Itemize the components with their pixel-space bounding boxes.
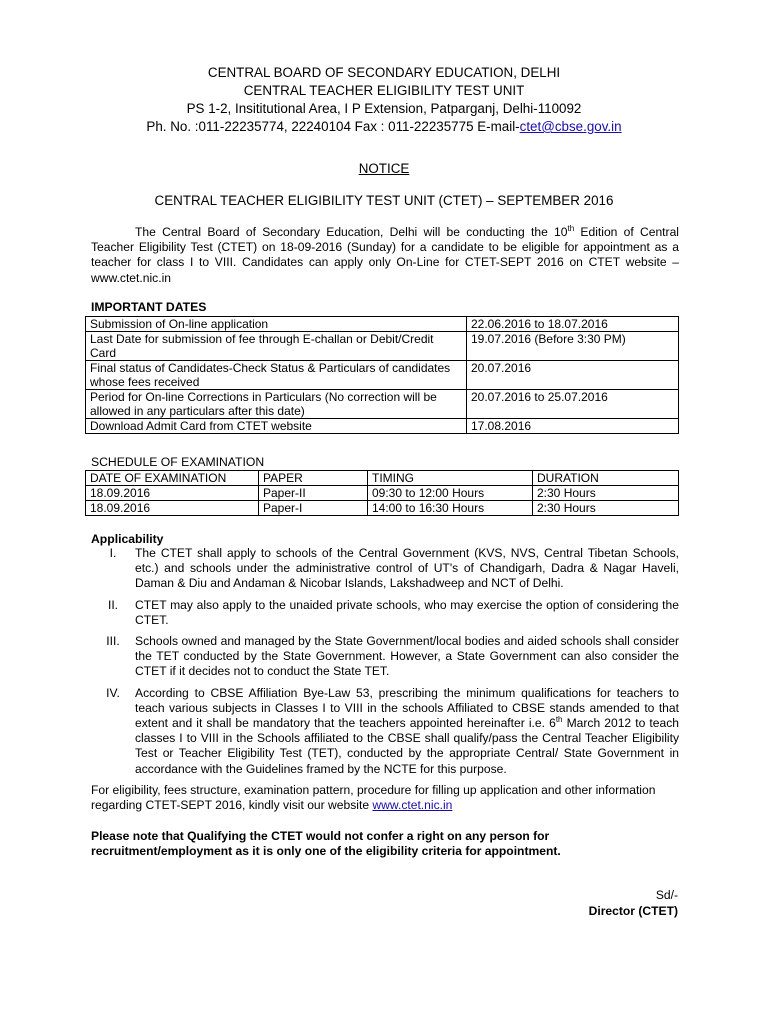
date-cell: 20.07.2016 to 25.07.2016	[467, 390, 679, 419]
item-superscript: th	[555, 715, 563, 725]
contact-numbers: Ph. No. :011-22235774, 22240104 Fax : 011-22235775 E-mail-	[146, 119, 520, 134]
date-cell: 20.07.2016	[467, 361, 679, 390]
item-number: I.	[109, 546, 117, 560]
table-cell: Paper-II	[259, 486, 368, 501]
table-cell: 2:30 Hours	[533, 501, 679, 516]
applicability-list	[91, 546, 679, 783]
item-text: The CTET shall apply to schools of the Central Government (KVS, NVS, Central Tibetan Schools, etc.) and schools under the administrative control of UT's of Chandigarh, Dadra & Nagar Haveli, Daman & Diu and Andaman & Nicobar Islands, Lakshadweep and NCT of Delhi.	[135, 546, 679, 591]
header-cell: TIMING	[368, 471, 533, 486]
item-number: II.	[107, 597, 119, 612]
date-cell: 22.06.2016 to 18.07.2016	[467, 317, 679, 332]
unit-name: CENTRAL TEACHER ELIGIBILITY TEST UNIT	[243, 83, 525, 98]
header-cell: DATE OF EXAMINATION	[86, 471, 259, 486]
website-link[interactable]: www.ctet.nic.in	[372, 798, 453, 813]
header-cell: DURATION	[533, 471, 679, 486]
list-item	[91, 546, 679, 592]
eligibility-paragraph	[91, 783, 679, 813]
signatory-designation: Director (CTET)	[588, 904, 678, 918]
intro-text-2: Edition of Central Teacher Eligibility Test (CTET) on 18-09-2016 (Sunday) for a candidate to be eligible for appointment as a teacher for class I to VIII. Candidates can apply only On-Line for CTET-SEPT 2016 on CTET website – www.ctet.nic.in	[91, 225, 679, 285]
table-cell: 14:00 to 16:30 Hours	[368, 501, 533, 516]
intro-paragraph	[91, 225, 679, 286]
notice-subtitle: CENTRAL TEACHER ELIGIBILITY TEST UNIT (CTET) – SEPTEMBER 2016	[154, 193, 614, 208]
table-row	[86, 390, 679, 419]
schedule-table	[85, 470, 679, 516]
table-row	[86, 361, 679, 390]
event-cell: Download Admit Card from CTET website	[86, 419, 467, 434]
table-cell: 18.09.2016	[86, 486, 259, 501]
schedule-title: SCHEDULE OF EXAMINATION	[91, 455, 265, 469]
item-number: IV.	[106, 685, 120, 700]
item-number: III.	[106, 634, 120, 649]
important-dates-title: IMPORTANT DATES	[91, 300, 207, 314]
important-dates-table	[85, 316, 679, 434]
event-cell: Period for On-line Corrections in Particulars (No correction will be allowed in any particulars after this date)	[86, 390, 467, 419]
table-header-row	[86, 471, 679, 486]
table-row	[86, 332, 679, 361]
item-text-b: March 2012 to teach classes I to VIII in the Schools affiliated to the CBSE shall qualify/pass the Central Teacher Eligibility Test or Teacher Eligibility Test (TET), conducted by the appropriate Central/ State Government in accordance with the Guidelines framed by the NCTE for this purpose.	[135, 716, 679, 776]
date-cell: 17.08.2016	[467, 419, 679, 434]
contact-line	[0, 118, 768, 136]
signature-sd: Sd/-	[655, 888, 678, 902]
applicability-title: Applicability	[91, 532, 164, 546]
notice-title: NOTICE	[358, 161, 410, 176]
address: PS 1-2, Insititutional Area, I P Extension, Patparganj, Delhi-110092	[186, 101, 582, 116]
eligibility-text: For eligibility, fees structure, examination pattern, procedure for filling up application and other information regarding CTET-SEPT 2016, kindly visit our website	[91, 783, 656, 813]
intro-superscript: th	[567, 224, 575, 233]
event-cell: Final status of Candidates-Check Status & Particulars of candidates whose fees received	[86, 361, 467, 390]
table-row	[86, 419, 679, 434]
item-text: Schools owned and managed by the State Government/local bodies and aided schools shall consider the TET conducted by the State Government. However, a State Government can also consider the CTET if it decides not to conduct the State TET.	[135, 634, 679, 679]
intro-text-1: The Central Board of Secondary Education, Delhi will be conducting the 10	[135, 225, 568, 239]
board-name: CENTRAL BOARD OF SECONDARY EDUCATION, DELHI	[207, 65, 561, 80]
event-cell: Submission of On-line application	[86, 317, 467, 332]
table-cell: 09:30 to 12:00 Hours	[368, 486, 533, 501]
disclaimer-note: Please note that Qualifying the CTET would not confer a right on any person for recruitment/employment as it is only one of the eligibility criteria for appointment.	[91, 829, 561, 859]
email-link[interactable]: ctet@cbse.gov.in	[519, 119, 622, 134]
table-row	[86, 501, 679, 516]
list-item	[91, 598, 679, 628]
item-text	[135, 686, 679, 777]
list-item	[91, 634, 679, 680]
item-text-a: According to CBSE Affiliation Bye-Law 53, prescribing the minimum qualifications for teachers to teach various subjects in Classes I to VIII in the schools Affiliated to CBSE stands amended to that extent and it shall be mandatory that the teachers appointed hereinafter i.e. 6	[135, 685, 679, 731]
table-row	[86, 486, 679, 501]
list-item	[91, 686, 679, 777]
item-text: CTET may also apply to the unaided private schools, who may exercise the option of considering the CTET.	[135, 597, 679, 627]
table-row	[86, 317, 679, 332]
header-cell: PAPER	[259, 471, 368, 486]
table-cell: 18.09.2016	[86, 501, 259, 516]
letterhead	[0, 64, 768, 136]
table-cell: 2:30 Hours	[533, 486, 679, 501]
table-cell: Paper-I	[259, 501, 368, 516]
event-cell: Last Date for submission of fee through E-challan or Debit/Credit Card	[86, 332, 467, 361]
date-cell: 19.07.2016 (Before 3:30 PM)	[467, 332, 679, 361]
